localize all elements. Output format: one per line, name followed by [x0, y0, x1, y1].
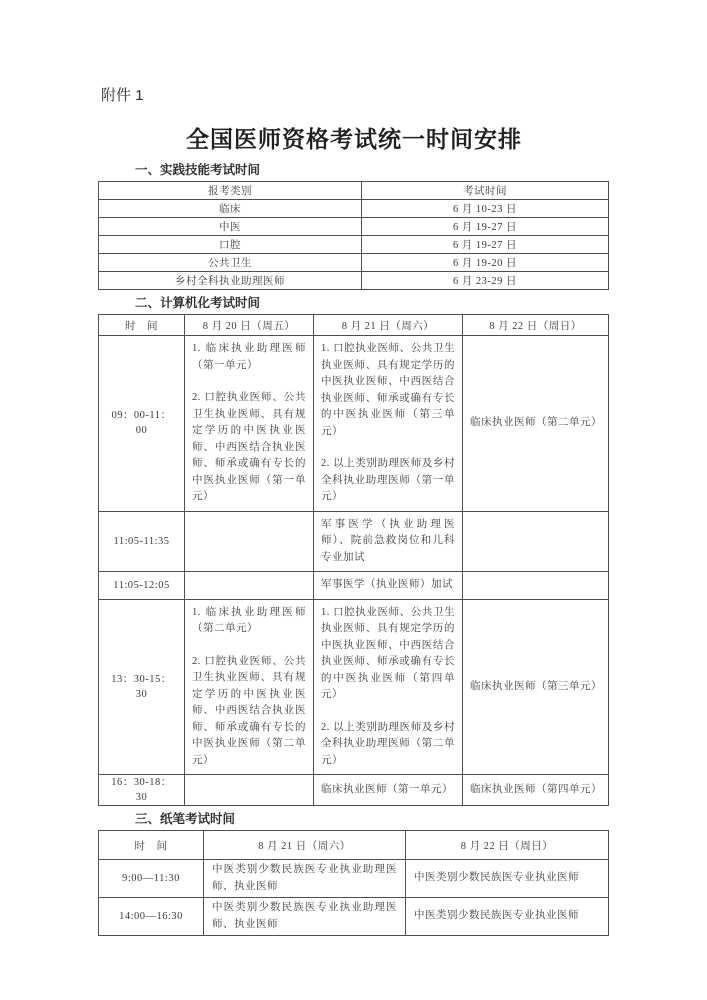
category-cell: 公共卫生 — [99, 254, 362, 272]
exam-cell-sun — [463, 511, 609, 572]
exam-cell-sun — [463, 599, 609, 775]
exam-item: 2. 口腔执业医师、公共卫生执业医师、具有规定学历的中医执业医师、中西医结合执业医师、师承或确有专长的中医执业医师（第一单元） — [192, 392, 306, 502]
exam-cell-sun — [463, 336, 609, 512]
exam-cell-sat: 中医类别少数民族医专业执业助理医师、执业医师 — [204, 860, 406, 898]
time-cell: 14:00—16:30 — [99, 898, 204, 936]
exam-cell-sun — [463, 775, 609, 806]
table-row — [99, 218, 609, 236]
table-row — [99, 775, 609, 806]
time-cell: 11:05-11:35 — [99, 511, 185, 572]
t2-header-day-fri: 8 月 20 日（周五） — [185, 315, 314, 336]
exam-cell-sat — [314, 336, 463, 512]
table-row — [99, 272, 609, 290]
exam-item: 临床执业医师（第二单元） — [470, 417, 602, 428]
computer-based-exam-table — [98, 314, 609, 806]
attachment-label: 附件 1 — [101, 87, 144, 104]
document-body — [98, 0, 610, 936]
time-cell: 16：30-18：30 — [99, 775, 185, 806]
exam-item: 1. 临床执业助理医师（第一单元） — [192, 343, 306, 371]
exam-cell-sat — [314, 572, 463, 600]
exam-item: 临床执业医师（第三单元） — [470, 680, 602, 692]
exam-cell-sat — [314, 599, 463, 775]
time-cell: 13：30-15：30 — [99, 599, 185, 775]
exam-item: 2. 口腔执业医师、公共卫生执业医师、具有规定学历的中医执业医师、中西医结合执业医师、师承或确有专长的中医执业医师（第二单元） — [192, 655, 306, 766]
section1-heading: 一、实践技能考试时间 — [135, 163, 261, 177]
table-row — [99, 898, 609, 936]
practical-skills-exam-table — [98, 181, 609, 290]
category-cell: 乡村全科执业助理医师 — [99, 272, 362, 290]
time-cell: 09：00-11：00 — [99, 336, 185, 512]
exam-time-cell: 6 月 19-20 日 — [362, 254, 609, 272]
exam-cell-sat: 中医类别少数民族医专业执业助理医师、执业医师 — [204, 898, 406, 936]
section2-heading: 二、计算机化考试时间 — [135, 296, 261, 310]
t1-header-category: 报考类别 — [99, 182, 362, 200]
t2-header-day-sat: 8 月 21 日（周六） — [314, 315, 463, 336]
table-row — [99, 860, 609, 898]
exam-time-cell: 6 月 10-23 日 — [362, 200, 609, 218]
exam-cell-fri — [185, 775, 314, 806]
exam-item: 军事医学（执业助理医师）、院前急救岗位和儿科专业加试 — [321, 518, 455, 563]
t1-header-exam-time: 考试时间 — [362, 182, 609, 200]
category-cell: 中医 — [99, 218, 362, 236]
table-row — [99, 572, 609, 600]
exam-cell-sun: 中医类别少数民族医专业执业医师 — [406, 898, 609, 936]
exam-cell-sun: 中医类别少数民族医专业执业医师 — [406, 860, 609, 898]
time-cell: 9:00—11:30 — [99, 860, 204, 898]
table-row — [99, 336, 609, 512]
exam-cell-fri — [185, 572, 314, 600]
exam-cell-sat — [314, 511, 463, 572]
exam-item: 1. 口腔执业医师、公共卫生执业医师、具有规定学历的中医执业医师、中西医结合执业医师、师承或确有专长的中医执业医师（第四单元） — [321, 606, 455, 700]
t2-header-day-sun: 8 月 22 日（周日） — [463, 315, 609, 336]
exam-item: 临床执业医师（第一单元） — [321, 783, 453, 795]
table-header-row — [99, 831, 609, 860]
exam-time-cell: 6 月 19-27 日 — [362, 218, 609, 236]
exam-cell-fri — [185, 336, 314, 512]
exam-item: 2. 以上类别助理医师及乡村全科执业助理医师（第一单元） — [321, 458, 455, 502]
section3-heading: 三、纸笔考试时间 — [135, 812, 236, 826]
exam-time-cell: 6 月 23-29 日 — [362, 272, 609, 290]
page-title: 全国医师资格考试统一时间安排 — [186, 126, 522, 152]
exam-item: 军事医学（执业医师）加试 — [321, 579, 453, 590]
table-row — [99, 599, 609, 775]
paper-pencil-exam-table — [98, 830, 609, 936]
t3-header-day-sat: 8 月 21 日（周六） — [204, 831, 406, 860]
exam-cell-fri — [185, 511, 314, 572]
exam-item: 2. 以上类别助理医师及乡村全科执业助理医师（第二单元） — [321, 721, 455, 766]
exam-time-cell: 6 月 19-27 日 — [362, 236, 609, 254]
exam-cell-sun — [463, 572, 609, 600]
exam-item: 1. 临床执业助理医师（第二单元） — [192, 606, 306, 634]
exam-cell-sat — [314, 775, 463, 806]
t3-header-day-sun: 8 月 22 日（周日） — [406, 831, 609, 860]
exam-cell-fri — [185, 599, 314, 775]
table-row — [99, 511, 609, 572]
table-row — [99, 254, 609, 272]
category-cell: 口腔 — [99, 236, 362, 254]
table-row — [99, 236, 609, 254]
exam-item: 临床执业医师（第四单元） — [470, 783, 602, 795]
t3-header-time: 时 间 — [99, 831, 204, 860]
table-header-row — [99, 182, 609, 200]
table-row — [99, 200, 609, 218]
exam-item: 1. 口腔执业医师、公共卫生执业医师、具有规定学历的中医执业医师、中西医结合执业医师、师承或确有专长的中医执业医师（第三单元） — [321, 343, 455, 437]
category-cell: 临床 — [99, 200, 362, 218]
table-header-row — [99, 315, 609, 336]
t2-header-time: 时 间 — [99, 315, 185, 336]
time-cell: 11:05-12:05 — [99, 572, 185, 600]
